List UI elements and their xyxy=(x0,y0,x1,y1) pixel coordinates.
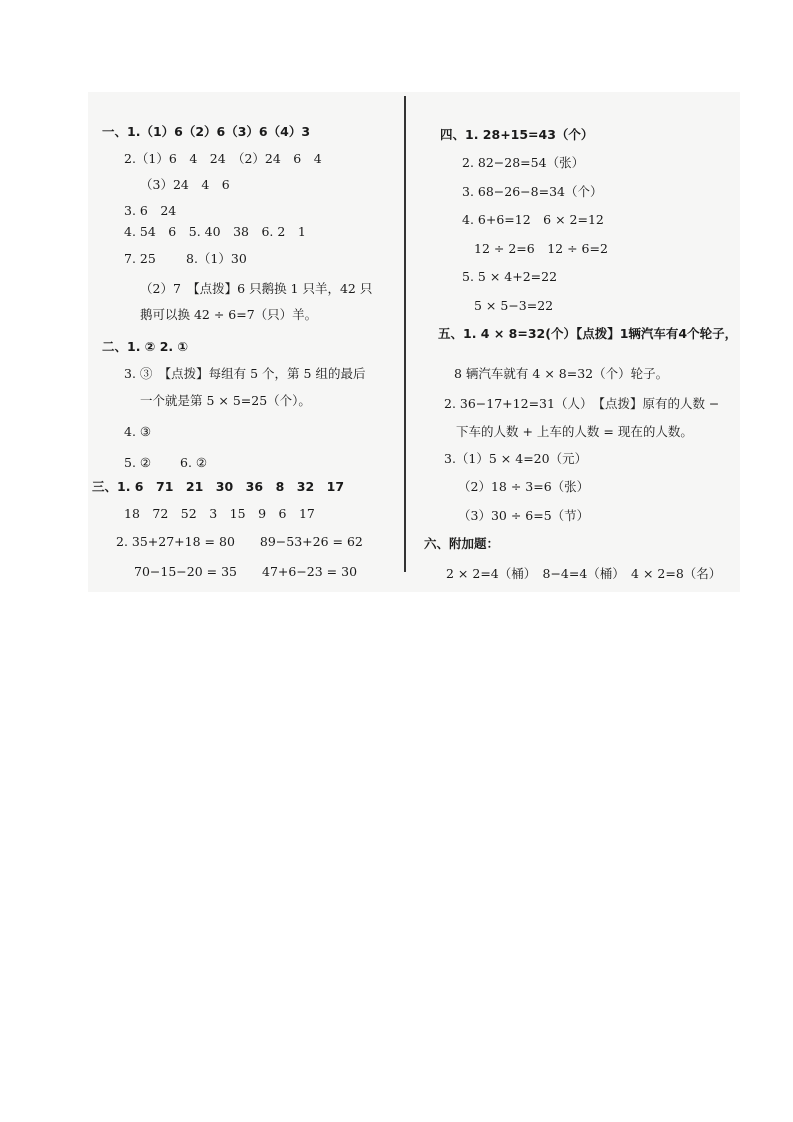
left-line-2: 2.（1）6 4 24 （2）24 6 4 xyxy=(124,151,322,166)
left-line-16: 三、1. 6 71 21 30 36 8 32 17 xyxy=(92,479,345,494)
right-line-12: 3.（1）5 × 4=20（元） xyxy=(444,451,588,466)
right-line-8: 五、1. 4 × 8=32(个）【点拨】1辆汽车有4个轮子， xyxy=(438,326,738,341)
right-line-14: （3）30 ÷ 6=5（节） xyxy=(458,508,590,523)
right-line-2: 2. 82−28=54（张） xyxy=(462,155,585,170)
left-line-15: 6. ② xyxy=(180,455,208,470)
right-line-6: 5. 5 × 4+2=22 xyxy=(462,269,558,284)
right-line-7: 5 × 5−3=22 xyxy=(474,298,554,313)
right-line-3: 3. 68−26−8=34（个） xyxy=(462,184,603,199)
left-line-13: 4. ③ xyxy=(124,424,152,439)
left-line-1: 一、1.（1）6（2）6（3）6（4）3 xyxy=(102,124,311,139)
right-line-5: 12 ÷ 2=6 12 ÷ 6=2 xyxy=(474,241,608,256)
column-divider xyxy=(404,96,406,572)
right-line-16: 2 × 2=4（桶） 8−4=4（桶） 4 × 2=8（名） xyxy=(446,566,722,581)
right-line-13: （2）18 ÷ 3=6（张） xyxy=(458,479,590,494)
right-line-4: 4. 6+6=12 6 × 2=12 xyxy=(462,212,604,227)
left-line-3: （3）24 4 6 xyxy=(140,177,230,192)
left-line-18: 2. 35+27+18 = 80 89−53+26 = 62 xyxy=(116,534,363,549)
left-line-7: 8.（1）30 xyxy=(186,251,247,266)
left-line-10: 二、1. ② 2. ① xyxy=(102,339,189,354)
right-line-11: 下车的人数 + 上车的人数 = 现在的人数。 xyxy=(456,424,693,439)
left-line-6: 7. 25 xyxy=(124,251,156,266)
left-line-14: 5. ② xyxy=(124,455,152,470)
left-line-11: 3. ③ 【点拨】每组有 5 个，第 5 组的最后 xyxy=(124,366,366,381)
left-line-9: 鹅可以换 42 ÷ 6=7（只）羊。 xyxy=(140,307,318,322)
left-line-8: （2）7 【点拨】6 只鹅换 1 只羊，42 只 xyxy=(140,281,373,296)
right-line-15: 六、附加题： xyxy=(424,536,500,551)
left-line-12: 一个就是第 5 × 5=25（个）。 xyxy=(140,393,311,408)
left-line-4: 3. 6 24 xyxy=(124,203,177,218)
left-line-5: 4. 54 6 5. 40 38 6. 2 1 xyxy=(124,224,306,239)
right-line-1: 四、1. 28+15=43（个） xyxy=(440,127,594,142)
right-line-10: 2. 36−17+12=31（人） 【点拨】原有的人数 − xyxy=(444,396,720,411)
left-line-19: 70−15−20 = 35 47+6−23 = 30 xyxy=(134,564,358,579)
right-line-9: 8 辆汽车就有 4 × 8=32（个）轮子。 xyxy=(454,366,669,381)
left-line-17: 18 72 52 3 15 9 6 17 xyxy=(124,506,315,521)
